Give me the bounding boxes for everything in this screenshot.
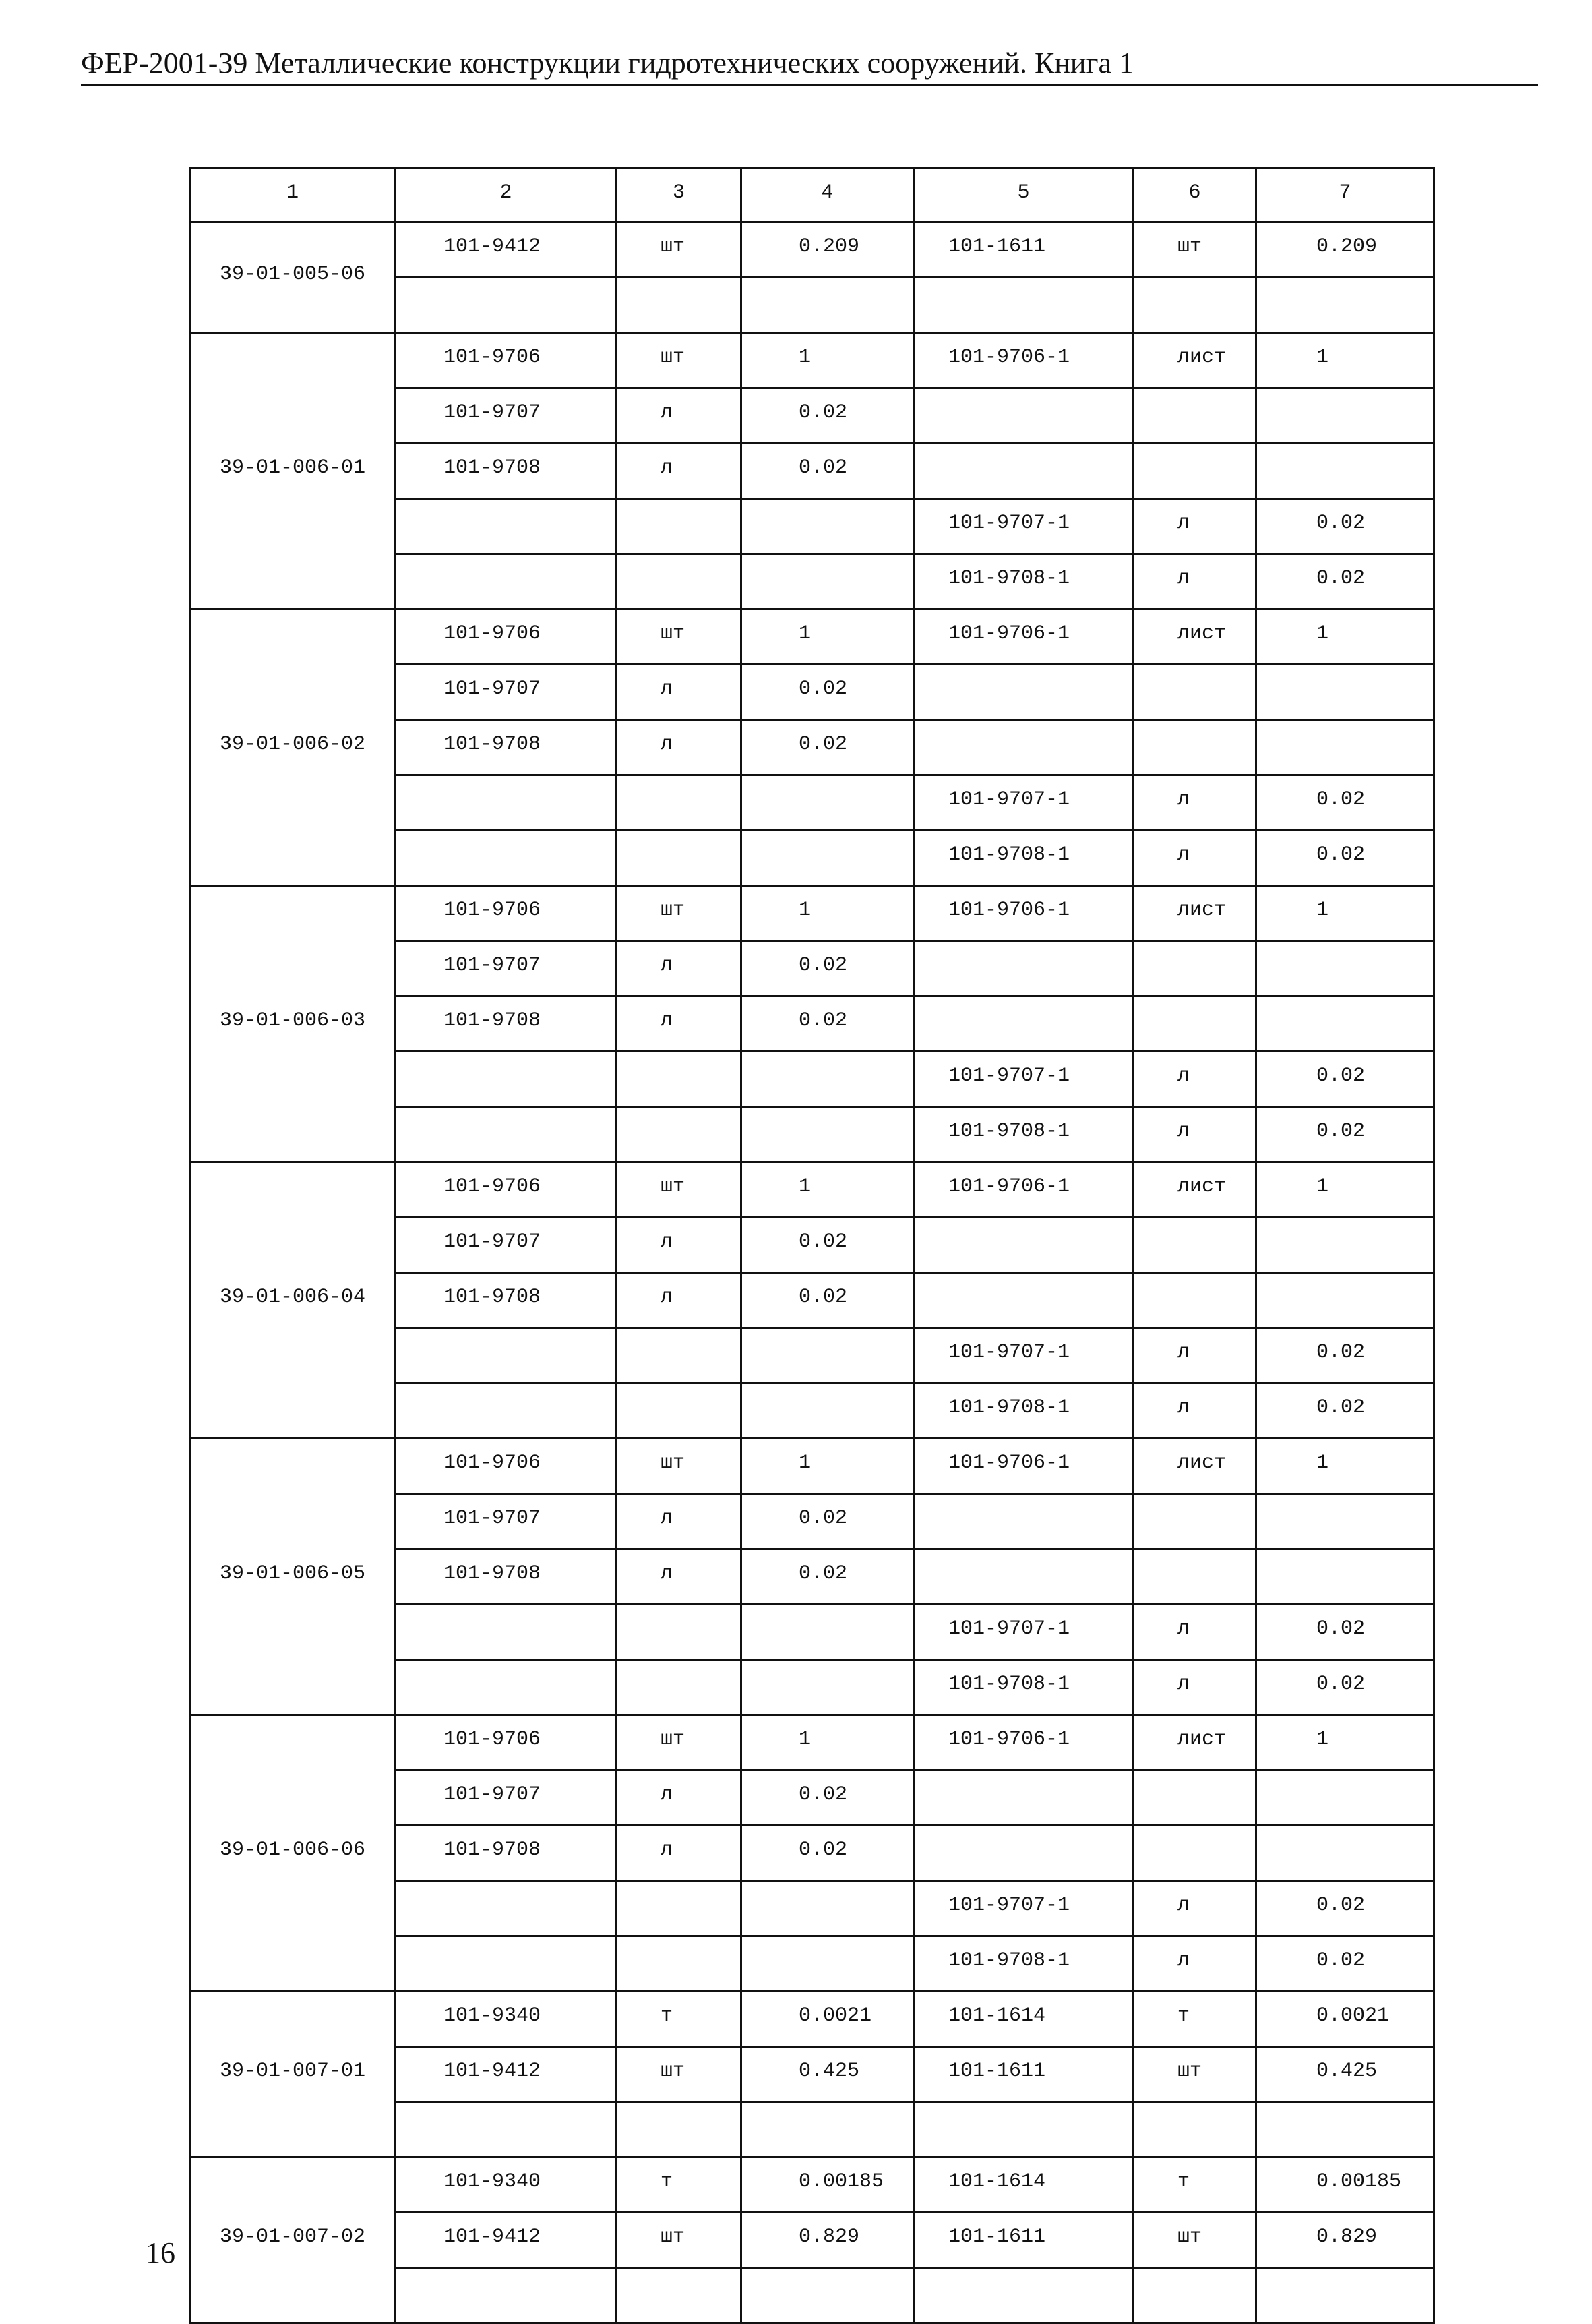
material-qty: 0.02: [741, 1494, 914, 1549]
replacement-unit: [1134, 444, 1256, 499]
material-unit: [617, 775, 741, 831]
material-code: 101-9707: [396, 388, 617, 444]
replacement-unit: л: [1134, 1383, 1256, 1439]
document-header-title: ФЕР-2001-39 Металлические конструкции гидротехнических сооружений. Книга 1: [81, 47, 1134, 80]
spacer-cell: [1134, 278, 1256, 333]
rate-code-cell: [190, 1992, 396, 2157]
rate-code-cell: [190, 222, 396, 333]
replacement-qty: 1: [1256, 333, 1434, 388]
material-qty: [741, 1383, 914, 1439]
replacement-code: 101-9708-1: [914, 831, 1134, 886]
spacer-cell: [1256, 2268, 1434, 2323]
material-code: 101-9708: [396, 1549, 617, 1605]
replacement-code: 101-1614: [914, 2157, 1134, 2213]
replacement-code: 101-9706-1: [914, 1715, 1134, 1770]
material-qty: [741, 831, 914, 886]
spacer-cell: [617, 2102, 741, 2157]
material-code: 101-9707: [396, 665, 617, 720]
replacement-unit: [1134, 720, 1256, 775]
material-qty: 1: [741, 1439, 914, 1494]
replacement-code: 101-9708-1: [914, 1936, 1134, 1992]
replacement-qty: [1256, 1273, 1434, 1328]
replacement-code: 101-1611: [914, 222, 1134, 278]
table-row: [190, 333, 1434, 388]
replacement-qty: [1256, 444, 1434, 499]
replacement-qty: 1: [1256, 1162, 1434, 1218]
replacement-qty: 0.02: [1256, 775, 1434, 831]
material-qty: [741, 1328, 914, 1383]
material-unit: л: [617, 1826, 741, 1881]
material-unit: т: [617, 2157, 741, 2213]
replacement-qty: 0.02: [1256, 554, 1434, 609]
rate-code-cell: [190, 2157, 396, 2323]
replacement-code: [914, 388, 1134, 444]
replacement-unit: [1134, 996, 1256, 1052]
rate-code: 39-01-007-02: [219, 2225, 366, 2248]
material-qty: 0.02: [741, 665, 914, 720]
material-code: [396, 775, 617, 831]
spacer-cell: [396, 278, 617, 333]
spacer-cell: [1256, 278, 1434, 333]
material-qty: 0.425: [741, 2047, 914, 2102]
replacement-unit: лист: [1134, 609, 1256, 665]
material-code: 101-9412: [396, 2047, 617, 2102]
material-unit: [617, 831, 741, 886]
replacement-code: 101-9707-1: [914, 1881, 1134, 1936]
replacement-unit: л: [1134, 1107, 1256, 1162]
material-code: [396, 1328, 617, 1383]
replacement-qty: 0.02: [1256, 1328, 1434, 1383]
column-header-4: 4: [741, 169, 914, 222]
material-unit: л: [617, 444, 741, 499]
replacement-qty: 0.02: [1256, 499, 1434, 554]
material-code: 101-9708: [396, 720, 617, 775]
replacement-qty: 0.829: [1256, 2213, 1434, 2268]
replacement-qty: 0.00185: [1256, 2157, 1434, 2213]
replacement-code: 101-9706-1: [914, 886, 1134, 941]
replacement-code: [914, 1494, 1134, 1549]
material-code: [396, 554, 617, 609]
replacement-code: 101-9708-1: [914, 1383, 1134, 1439]
material-code: 101-9707: [396, 941, 617, 996]
replacement-unit: лист: [1134, 1439, 1256, 1494]
header-divider: [81, 84, 1538, 86]
rate-code: 39-01-007-01: [219, 2059, 366, 2083]
replacement-code: [914, 1218, 1134, 1273]
column-header-5: 5: [914, 169, 1134, 222]
material-qty: 0.00185: [741, 2157, 914, 2213]
rate-code-cell: [190, 333, 396, 609]
replacement-unit: л: [1134, 1881, 1256, 1936]
material-unit: л: [617, 665, 741, 720]
material-qty: [741, 1881, 914, 1936]
material-code: [396, 1936, 617, 1992]
material-unit: л: [617, 388, 741, 444]
material-qty: 0.02: [741, 1770, 914, 1826]
replacement-code: 101-9707-1: [914, 1605, 1134, 1660]
material-unit: шт: [617, 2047, 741, 2102]
material-unit: л: [617, 941, 741, 996]
material-code: 101-9706: [396, 886, 617, 941]
spacer-cell: [914, 278, 1134, 333]
replacement-unit: [1134, 1218, 1256, 1273]
replacement-qty: [1256, 720, 1434, 775]
material-unit: [617, 1052, 741, 1107]
rate-code: 39-01-006-04: [219, 1285, 366, 1309]
material-qty: [741, 1605, 914, 1660]
material-unit: [617, 1881, 741, 1936]
rate-code: 39-01-005-06: [219, 262, 366, 286]
material-code: 101-9708: [396, 996, 617, 1052]
material-unit: л: [617, 1218, 741, 1273]
replacement-unit: [1134, 941, 1256, 996]
material-code: [396, 1881, 617, 1936]
replacement-code: [914, 1826, 1134, 1881]
replacement-unit: [1134, 1770, 1256, 1826]
material-qty: [741, 1052, 914, 1107]
replacement-qty: [1256, 1549, 1434, 1605]
material-code: 101-9340: [396, 2157, 617, 2213]
replacement-code: [914, 1273, 1134, 1328]
replacement-unit: шт: [1134, 222, 1256, 278]
replacement-qty: 0.02: [1256, 1936, 1434, 1992]
replacement-unit: лист: [1134, 333, 1256, 388]
spacer-cell: [617, 278, 741, 333]
material-qty: 0.02: [741, 720, 914, 775]
column-header-6: 6: [1134, 169, 1256, 222]
material-unit: л: [617, 720, 741, 775]
replacement-code: [914, 1770, 1134, 1826]
material-code: 101-9706: [396, 1162, 617, 1218]
spacer-cell: [617, 2268, 741, 2323]
replacement-code: 101-9707-1: [914, 499, 1134, 554]
replacement-qty: [1256, 388, 1434, 444]
replacement-unit: л: [1134, 831, 1256, 886]
table-row: [190, 886, 1434, 941]
replacement-code: [914, 444, 1134, 499]
column-header-2: 2: [396, 169, 617, 222]
replacement-code: 101-9706-1: [914, 333, 1134, 388]
material-unit: [617, 1660, 741, 1715]
spacer-cell: [396, 2102, 617, 2157]
replacement-qty: [1256, 1494, 1434, 1549]
replacement-code: 101-9708-1: [914, 1660, 1134, 1715]
replacement-unit: [1134, 665, 1256, 720]
replacement-qty: 0.02: [1256, 1383, 1434, 1439]
material-qty: [741, 554, 914, 609]
material-qty: [741, 1936, 914, 1992]
replacement-code: 101-9708-1: [914, 554, 1134, 609]
material-unit: [617, 499, 741, 554]
replacement-code: [914, 720, 1134, 775]
rate-code: 39-01-006-01: [219, 456, 366, 479]
spacer-cell: [741, 2102, 914, 2157]
spacer-cell: [1134, 2102, 1256, 2157]
material-code: 101-9706: [396, 1439, 617, 1494]
rate-code-cell: [190, 1715, 396, 1992]
table-row: [190, 1715, 1434, 1770]
material-code: 101-9707: [396, 1218, 617, 1273]
material-code: [396, 1605, 617, 1660]
replacement-code: [914, 941, 1134, 996]
replacement-code: [914, 1549, 1134, 1605]
rate-code: 39-01-006-02: [219, 732, 366, 756]
replacement-unit: л: [1134, 1605, 1256, 1660]
replacement-code: 101-9706-1: [914, 1162, 1134, 1218]
replacement-code: 101-1611: [914, 2213, 1134, 2268]
material-qty: 1: [741, 1715, 914, 1770]
material-qty: 0.02: [741, 444, 914, 499]
replacement-unit: л: [1134, 554, 1256, 609]
material-qty: 0.02: [741, 1826, 914, 1881]
replacement-code: 101-9707-1: [914, 775, 1134, 831]
replacement-unit: шт: [1134, 2213, 1256, 2268]
replacement-unit: л: [1134, 775, 1256, 831]
material-unit: шт: [617, 886, 741, 941]
material-code: [396, 499, 617, 554]
rate-code-cell: [190, 886, 396, 1162]
replacement-qty: 0.02: [1256, 831, 1434, 886]
material-unit: [617, 1107, 741, 1162]
material-code: 101-9708: [396, 1273, 617, 1328]
material-unit: шт: [617, 222, 741, 278]
material-qty: [741, 1107, 914, 1162]
replacement-code: 101-1611: [914, 2047, 1134, 2102]
table-row: [190, 222, 1434, 278]
replacement-unit: [1134, 1494, 1256, 1549]
material-code: 101-9707: [396, 1770, 617, 1826]
replacement-qty: [1256, 1218, 1434, 1273]
material-unit: шт: [617, 609, 741, 665]
table-header: [190, 169, 1434, 222]
replacement-qty: 1: [1256, 1715, 1434, 1770]
replacement-unit: т: [1134, 2157, 1256, 2213]
replacement-code: 101-9708-1: [914, 1107, 1134, 1162]
spacer-cell: [914, 2268, 1134, 2323]
page-number: 16: [146, 2236, 175, 2269]
material-qty: 0.02: [741, 388, 914, 444]
replacement-unit: лист: [1134, 1162, 1256, 1218]
replacement-qty: 0.02: [1256, 1107, 1434, 1162]
material-qty: 0.02: [741, 1218, 914, 1273]
material-qty: [741, 1660, 914, 1715]
rate-code: 39-01-006-06: [219, 1838, 366, 1861]
spacer-cell: [741, 2268, 914, 2323]
spacer-cell: [396, 2268, 617, 2323]
material-qty: 0.02: [741, 941, 914, 996]
replacement-unit: л: [1134, 1936, 1256, 1992]
spacer-cell: [914, 2102, 1134, 2157]
material-qty: 0.0021: [741, 1992, 914, 2047]
replacement-qty: 0.425: [1256, 2047, 1434, 2102]
replacement-code: [914, 665, 1134, 720]
replacement-code: 101-9707-1: [914, 1328, 1134, 1383]
material-qty: 1: [741, 1162, 914, 1218]
replacement-unit: л: [1134, 1052, 1256, 1107]
material-unit: [617, 1328, 741, 1383]
material-qty: [741, 499, 914, 554]
table-row: [190, 1439, 1434, 1494]
rate-code-cell: [190, 609, 396, 886]
column-header-3: 3: [617, 169, 741, 222]
replacement-qty: 0.02: [1256, 1660, 1434, 1715]
material-code: 101-9706: [396, 1715, 617, 1770]
material-code: [396, 1660, 617, 1715]
material-code: [396, 1107, 617, 1162]
replacement-code: 101-9707-1: [914, 1052, 1134, 1107]
table-row: [190, 1162, 1434, 1218]
material-unit: л: [617, 1549, 741, 1605]
replacement-unit: л: [1134, 1328, 1256, 1383]
material-qty: 1: [741, 886, 914, 941]
spacer-cell: [1134, 2268, 1256, 2323]
material-code: 101-9707: [396, 1494, 617, 1549]
replacement-code: 101-1614: [914, 1992, 1134, 2047]
material-unit: шт: [617, 333, 741, 388]
spacer-cell: [1256, 2102, 1434, 2157]
material-qty: 0.02: [741, 1549, 914, 1605]
material-unit: [617, 1605, 741, 1660]
material-unit: шт: [617, 1162, 741, 1218]
material-qty: 0.209: [741, 222, 914, 278]
material-qty: [741, 775, 914, 831]
replacement-qty: 0.02: [1256, 1605, 1434, 1660]
replacement-qty: 0.02: [1256, 1052, 1434, 1107]
material-qty: 1: [741, 609, 914, 665]
material-unit: шт: [617, 2213, 741, 2268]
material-qty: 0.02: [741, 1273, 914, 1328]
material-code: 101-9708: [396, 444, 617, 499]
column-header-7: 7: [1256, 169, 1434, 222]
replacement-unit: [1134, 1549, 1256, 1605]
material-unit: т: [617, 1992, 741, 2047]
column-header-1: 1: [190, 169, 396, 222]
replacement-qty: [1256, 1826, 1434, 1881]
material-code: 101-9340: [396, 1992, 617, 2047]
material-code: 101-9412: [396, 222, 617, 278]
replacement-code: [914, 996, 1134, 1052]
rate-code-cell: [190, 1439, 396, 1715]
material-qty: 0.02: [741, 996, 914, 1052]
table-row: [190, 1992, 1434, 2047]
material-code: [396, 1383, 617, 1439]
replacement-qty: 1: [1256, 609, 1434, 665]
replacement-qty: 0.02: [1256, 1881, 1434, 1936]
spacer-cell: [741, 278, 914, 333]
material-unit: шт: [617, 1439, 741, 1494]
material-unit: л: [617, 1494, 741, 1549]
table-body: [190, 222, 1434, 2323]
material-unit: [617, 554, 741, 609]
replacement-unit: т: [1134, 1992, 1256, 2047]
replacement-unit: шт: [1134, 2047, 1256, 2102]
replacement-qty: [1256, 996, 1434, 1052]
replacement-qty: 0.209: [1256, 222, 1434, 278]
material-code: [396, 831, 617, 886]
material-unit: л: [617, 1273, 741, 1328]
material-code: 101-9708: [396, 1826, 617, 1881]
replacement-qty: [1256, 941, 1434, 996]
replacement-unit: [1134, 1273, 1256, 1328]
material-code: 101-9412: [396, 2213, 617, 2268]
material-unit: л: [617, 1770, 741, 1826]
resource-table: [189, 167, 1435, 2324]
replacement-qty: [1256, 665, 1434, 720]
replacement-unit: лист: [1134, 1715, 1256, 1770]
replacement-qty: 1: [1256, 886, 1434, 941]
replacement-unit: л: [1134, 499, 1256, 554]
replacement-unit: лист: [1134, 886, 1256, 941]
material-qty: 1: [741, 333, 914, 388]
material-code: 101-9706: [396, 609, 617, 665]
rate-code-cell: [190, 1162, 396, 1439]
replacement-unit: л: [1134, 1660, 1256, 1715]
replacement-code: 101-9706-1: [914, 609, 1134, 665]
replacement-unit: [1134, 1826, 1256, 1881]
replacement-qty: 0.0021: [1256, 1992, 1434, 2047]
replacement-unit: [1134, 388, 1256, 444]
material-code: [396, 1052, 617, 1107]
rate-code: 39-01-006-05: [219, 1561, 366, 1585]
material-unit: л: [617, 996, 741, 1052]
material-unit: шт: [617, 1715, 741, 1770]
replacement-qty: 1: [1256, 1439, 1434, 1494]
table-row: [190, 609, 1434, 665]
material-qty: 0.829: [741, 2213, 914, 2268]
replacement-code: 101-9706-1: [914, 1439, 1134, 1494]
material-unit: [617, 1383, 741, 1439]
table-row: [190, 2157, 1434, 2213]
replacement-qty: [1256, 1770, 1434, 1826]
material-unit: [617, 1936, 741, 1992]
column-number-row: [190, 169, 1434, 222]
material-code: 101-9706: [396, 333, 617, 388]
rate-code: 39-01-006-03: [219, 1009, 366, 1032]
